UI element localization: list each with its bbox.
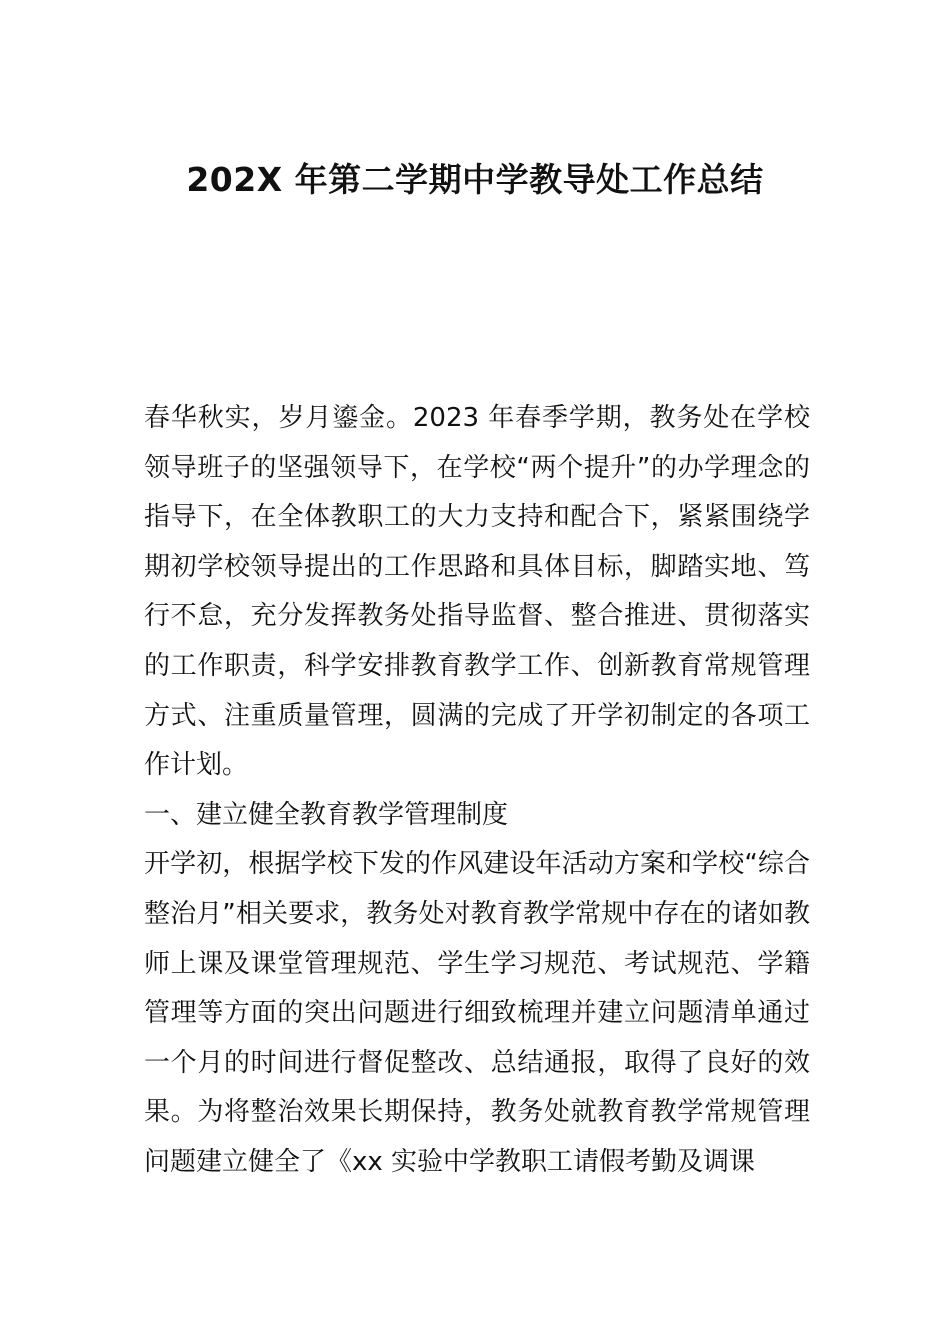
section-heading-1: 一、建立健全教育教学管理制度: [144, 799, 509, 830]
section-1-paragraph: 开学初，根据学校下发的作风建设年活动方案和学校“综合整治月”相关要求，教务处对教育教学常规中存在的诸如教师上课及课堂管理规范、学生学习规范、考试规范、学籍管理等方面的突出问题进行细致梳理并建立问题清单通过一个月的时间进行督促整改、总结通报，取得了良好的效果。为将整治效果长期保持，教务处就教育教学常规管理问题建立健全了《xx 实验中学教职工请假考勤及调课: [144, 849, 810, 1177]
document-title: 202X 年第二学期中学教导处工作总结: [186, 160, 764, 199]
document-body: [144, 394, 810, 1188]
intro-paragraph: 春华秋实，岁月鎏金。2023 年春季学期，教务处在学校领导班子的坚强领导下，在学校“两个提升”的办学理念的指导下，在全体教职工的大力支持和配合下，紧紧围绕学期初学校领导提出的工作思路和具体目标，脚踏实地、笃行不怠，充分发挥教务处指导监督、整合推进、贯彻落实的工作职责，科学安排教育教学工作、创新教育常规管理方式、注重质量管理，圆满的完成了开学初制定的各项工作计划。: [144, 403, 810, 781]
